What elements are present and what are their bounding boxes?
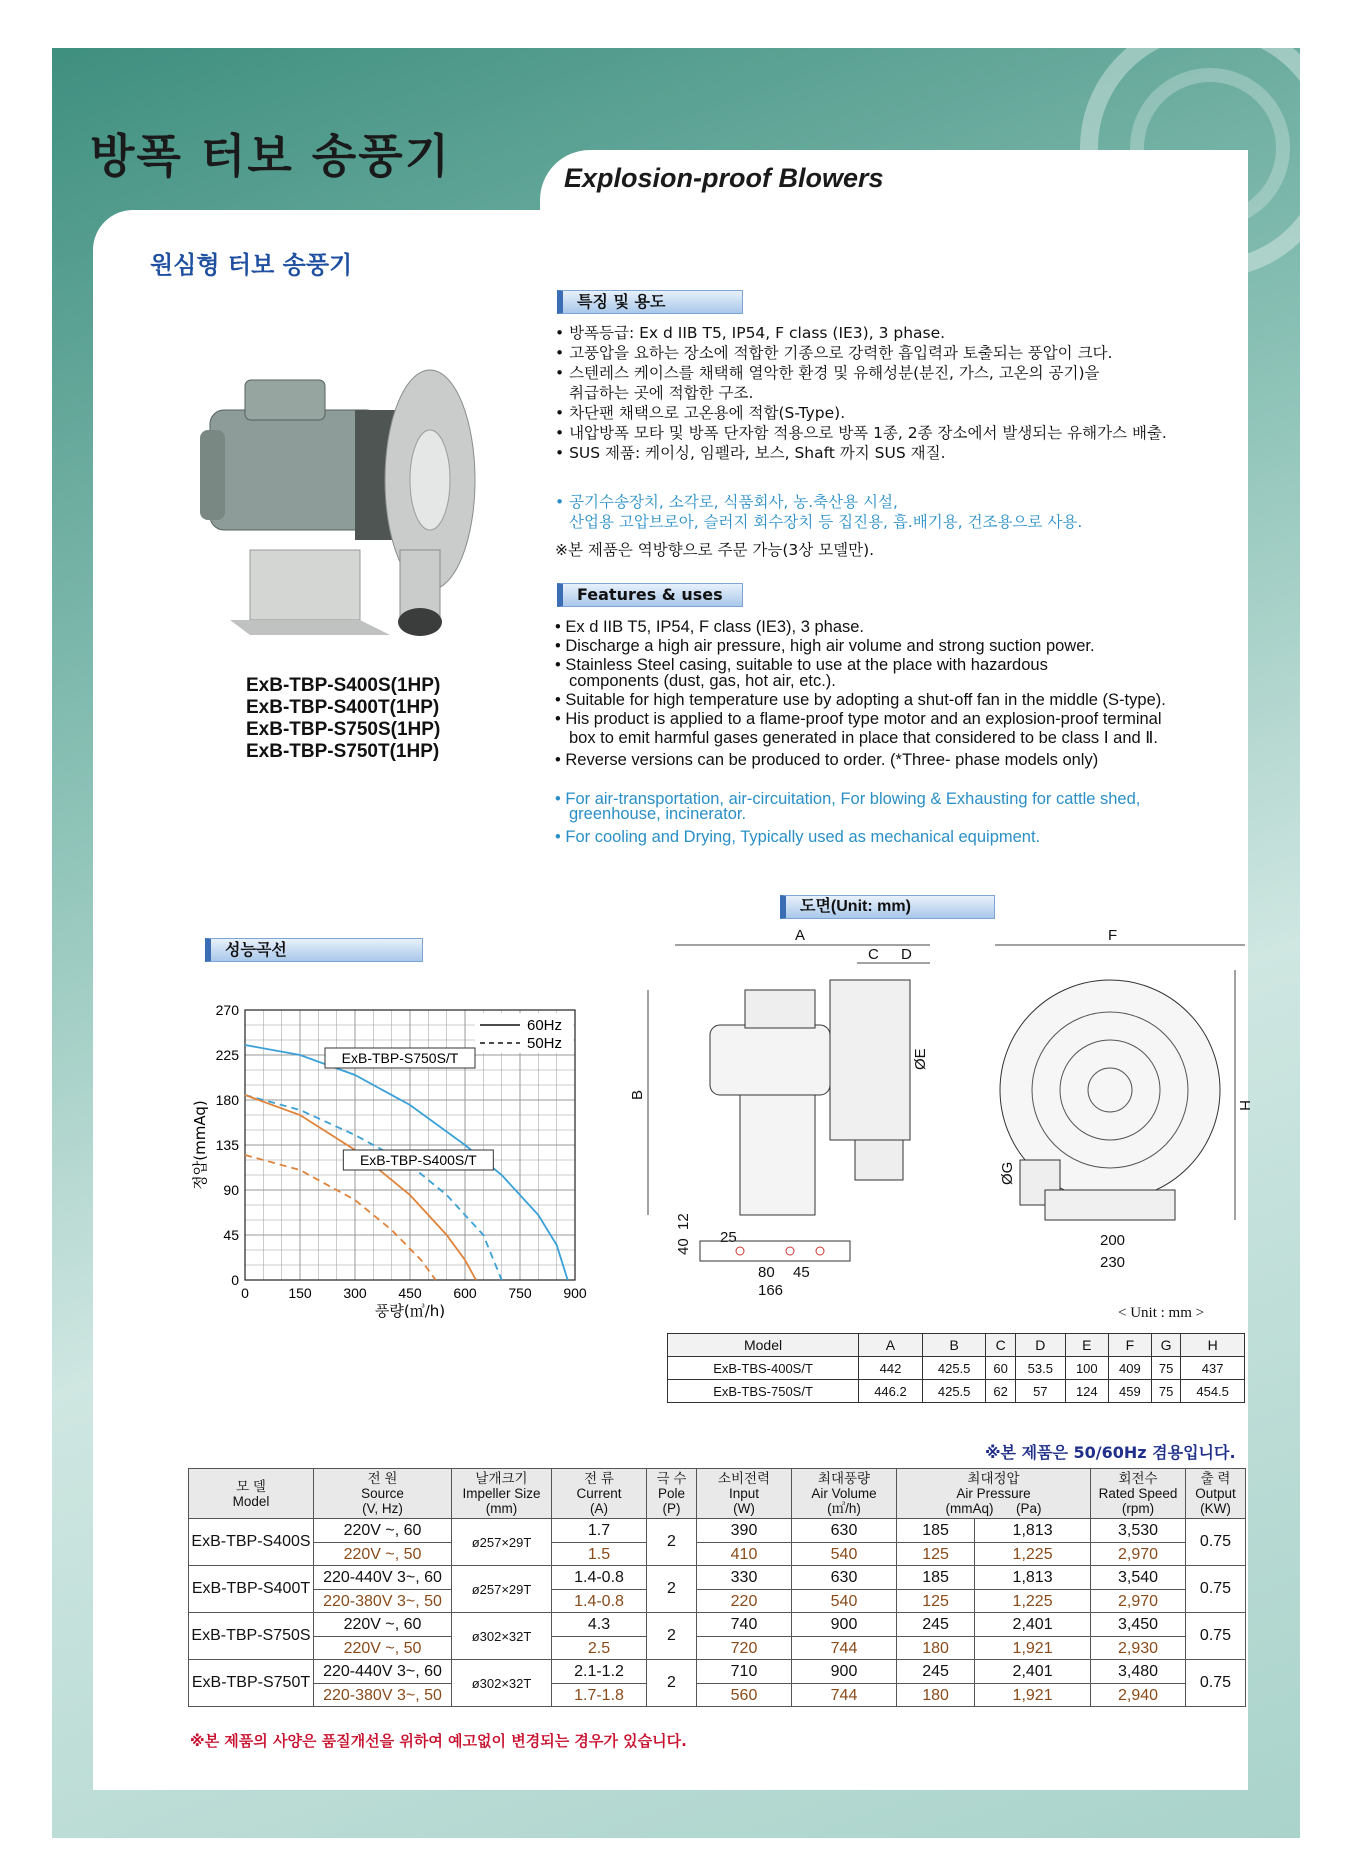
- cell-rpm: 3,540 2,970: [1091, 1566, 1186, 1613]
- y-tick-label: 0: [231, 1272, 239, 1288]
- table-row: [668, 1357, 1245, 1380]
- table-header: Model: [668, 1334, 859, 1357]
- cell-model: ExB-TBP-S400T: [189, 1566, 314, 1613]
- series-line: [245, 1095, 476, 1280]
- cell-pa: 2,401 1,921: [975, 1660, 1091, 1707]
- cell-output: 0.75: [1186, 1660, 1246, 1707]
- table-header: F: [1108, 1334, 1151, 1357]
- y-tick-label: 225: [215, 1047, 239, 1063]
- dim-label-d: D: [901, 946, 912, 963]
- table-cell: 442: [859, 1357, 923, 1380]
- cell-volume: 630 540: [792, 1519, 897, 1566]
- feature-line: • 고풍압을 요하는 장소에 적합한 기종으로 강력한 흡입력과 토출되는 풍압이 크다.: [555, 344, 1113, 362]
- table-cell: ExB-TBS-750S/T: [668, 1380, 859, 1403]
- model-list: [246, 675, 440, 763]
- cell-source: 220-440V 3~, 60 220-380V 3~, 50: [314, 1566, 452, 1613]
- model-name: ExB-TBP-S750S(1HP): [246, 719, 441, 740]
- y-axis-label: 정압(mmAq): [191, 1100, 209, 1190]
- cell-pa: 1,813 1,225: [975, 1566, 1091, 1613]
- cell-current: 4.3 2.5: [552, 1613, 647, 1660]
- cell-model: ExB-TBP-S750S: [189, 1613, 314, 1660]
- table-header: E: [1065, 1334, 1108, 1357]
- feature-line: • Stainless Steel casing, suitable to use at the place with hazardous: [555, 656, 1048, 674]
- table-cell: 409: [1108, 1357, 1151, 1380]
- feature-line: • Reverse versions can be produced to order. (*Three- phase models only): [555, 751, 1099, 769]
- cell-pole: 2: [647, 1660, 697, 1707]
- header-model: 모 델 Model: [189, 1469, 314, 1519]
- table-row: [189, 1519, 1246, 1566]
- cell-output: 0.75: [1186, 1519, 1246, 1566]
- uses-ko-list: [555, 492, 1082, 532]
- page-title-ko: 방폭 터보 송풍기: [90, 129, 452, 183]
- header-output: 출 력 Output (KW): [1186, 1469, 1246, 1519]
- dim-80: 80: [758, 1264, 775, 1281]
- x-tick-label: 600: [453, 1285, 477, 1301]
- legend-label: 60Hz: [527, 1017, 563, 1034]
- cell-pole: 2: [647, 1519, 697, 1566]
- model-name: ExB-TBP-S750T(1HP): [246, 741, 440, 762]
- feature-line: • Suitable for high temperature use by adopting a shut-off fan in the middle (S-type).: [555, 691, 1166, 709]
- cell-input: 390 410: [697, 1519, 792, 1566]
- product-photo: [190, 360, 500, 660]
- x-tick-label: 0: [241, 1285, 249, 1301]
- table-cell: 53.5: [1015, 1357, 1065, 1380]
- dim-230: 230: [1100, 1254, 1126, 1271]
- cell-model: ExB-TBP-S400S: [189, 1519, 314, 1566]
- cell-rpm: 3,480 2,940: [1091, 1660, 1186, 1707]
- unit-note: < Unit : mm >: [1118, 1305, 1205, 1321]
- x-tick-label: 450: [398, 1285, 422, 1301]
- dim-label-b: B: [629, 1089, 646, 1100]
- uses-en-list: [555, 790, 1140, 847]
- cell-rpm: 3,530 2,970: [1091, 1519, 1186, 1566]
- reverse-note-ko: ※본 제품은 역방향으로 주문 가능(3상 모델만).: [555, 541, 875, 559]
- dim-label-e: ØE: [912, 1048, 929, 1070]
- use-line: 산업용 고압브로아, 슬러지 회수장치 등 집진용, 흡.배기용, 건조용으로 사용.: [569, 513, 1083, 531]
- y-tick-label: 180: [215, 1092, 239, 1108]
- header-current: 전 류 Current (A): [552, 1469, 647, 1519]
- table-cell: 57: [1015, 1380, 1065, 1403]
- cell-source: 220V ~, 60 220V ~, 50: [314, 1613, 452, 1660]
- table-cell: 454.5: [1181, 1380, 1245, 1403]
- footer-note: ※본 제품의 사양은 품질개선을 위하여 예고없이 변경되는 경우가 있습니다.: [190, 1732, 687, 1750]
- cell-source: 220-440V 3~, 60 220-380V 3~, 50: [314, 1660, 452, 1707]
- features-en-list: [555, 618, 1166, 770]
- cell-output: 0.75: [1186, 1613, 1246, 1660]
- y-tick-label: 270: [215, 1002, 239, 1018]
- dim-label-g: ØG: [999, 1161, 1016, 1185]
- cell-current: 2.1-1.2 1.7-1.8: [552, 1660, 647, 1707]
- table-cell: 75: [1151, 1380, 1180, 1403]
- series-line: [245, 1155, 436, 1280]
- feature-line: • His product is applied to a flame-proof type motor and an explosion-proof terminal: [555, 710, 1162, 728]
- use-line: • 공기수송장치, 소각로, 식품회사, 농.축산용 시설,: [555, 493, 898, 511]
- feature-line: • Discharge a high air pressure, high air volume and strong suction power.: [555, 637, 1095, 655]
- dim-label-a: A: [795, 927, 806, 944]
- dim-200: 200: [1100, 1232, 1126, 1249]
- feature-line: 취급하는 곳에 적합한 구조.: [569, 384, 754, 402]
- page-title-en: Explosion-proof Blowers: [564, 163, 884, 193]
- cell-source: 220V ~, 60 220V ~, 50: [314, 1519, 452, 1566]
- header-volume: 최대풍량 Air Volume (㎥/h): [792, 1469, 897, 1519]
- y-tick-label: 45: [223, 1227, 239, 1243]
- cell-impeller: ø302×32T: [452, 1660, 552, 1707]
- cell-pole: 2: [647, 1613, 697, 1660]
- features-ko-tag: 특징 및 용도: [557, 290, 743, 314]
- table-header: B: [922, 1334, 986, 1357]
- table-cell: ExB-TBS-400S/T: [668, 1357, 859, 1380]
- cell-rpm: 3,450 2,930: [1091, 1613, 1186, 1660]
- x-tick-label: 150: [288, 1285, 312, 1301]
- dim-label-h: H: [1236, 1100, 1253, 1111]
- drawing-tag: 도면(Unit: mm): [780, 895, 995, 919]
- cell-volume: 900 744: [792, 1660, 897, 1707]
- dim-25: 25: [720, 1229, 737, 1246]
- use-line: • For air-transportation, air-circuitation, For blowing & Exhausting for cattle shed,: [555, 790, 1141, 808]
- table-header-row: [189, 1469, 1246, 1519]
- model-name: ExB-TBP-S400T(1HP): [246, 697, 440, 718]
- cell-impeller: ø302×32T: [452, 1613, 552, 1660]
- feature-line: • 방폭등급: Ex d IIB T5, IP54, F class (IE3), 3 phase.: [555, 324, 946, 342]
- use-line: • For cooling and Drying, Typically used as mechanical equipment.: [555, 828, 1041, 846]
- feature-line: • 스텐레스 케이스를 채택해 열악한 환경 및 유해성분(분진, 가스, 고온의 공기)을: [555, 364, 1100, 382]
- table-header-row: [668, 1334, 1245, 1357]
- header-source: 전 원 Source (V, Hz): [314, 1469, 452, 1519]
- dim-label-c: C: [868, 946, 879, 963]
- feature-line: • SUS 제품: 케이싱, 임펠라, 보스, Shaft 까지 SUS 재질.: [555, 444, 946, 462]
- spec-table: [188, 1468, 1246, 1707]
- y-tick-label: 135: [215, 1137, 239, 1153]
- y-tick-label: 90: [223, 1182, 239, 1198]
- x-tick-label: 900: [563, 1285, 587, 1301]
- table-header: A: [859, 1334, 923, 1357]
- cell-current: 1.7 1.5: [552, 1519, 647, 1566]
- table-cell: 425.5: [922, 1357, 986, 1380]
- dim-166: 166: [758, 1282, 784, 1299]
- annotation-label: ExB-TBP-S400S/T: [359, 1152, 477, 1168]
- table-header: D: [1015, 1334, 1065, 1357]
- dim-label-f: F: [1108, 927, 1118, 944]
- cell-mmaq: 185 125: [897, 1519, 975, 1566]
- performance-chart: [185, 985, 605, 1325]
- table-cell: 459: [1108, 1380, 1151, 1403]
- table-row: [668, 1380, 1245, 1403]
- cell-output: 0.75: [1186, 1566, 1246, 1613]
- header-pole: 극 수 Pole (P): [647, 1469, 697, 1519]
- table-cell: 75: [1151, 1357, 1180, 1380]
- dim-12: 12: [675, 1213, 692, 1230]
- legend-label: 50Hz: [527, 1035, 563, 1052]
- cell-impeller: ø257×29T: [452, 1566, 552, 1613]
- table-row: [189, 1660, 1246, 1707]
- feature-line: • 내압방폭 모타 및 방폭 단자함 적용으로 방폭 1종, 2종 장소에서 발생되는 유해가스 배출.: [555, 424, 1167, 442]
- cell-volume: 630 540: [792, 1566, 897, 1613]
- features-en-tag: Features & uses: [557, 583, 743, 607]
- frequency-note: ※본 제품은 50/60Hz 겸용입니다.: [985, 1443, 1236, 1462]
- header-speed: 회전수 Rated Speed (rpm): [1091, 1469, 1186, 1519]
- cell-pa: 1,813 1,225: [975, 1519, 1091, 1566]
- x-tick-label: 750: [508, 1285, 532, 1301]
- cell-volume: 900 744: [792, 1613, 897, 1660]
- subtitle-ko: 원심형 터보 송풍기: [150, 251, 353, 279]
- table-header: H: [1181, 1334, 1245, 1357]
- cell-input: 710 560: [697, 1660, 792, 1707]
- dim-45: 45: [793, 1264, 810, 1281]
- chart-tag: 성능곡선: [205, 938, 423, 962]
- table-cell: 62: [986, 1380, 1015, 1403]
- cell-mmaq: 245 180: [897, 1613, 975, 1660]
- dimension-table: [667, 1333, 1245, 1403]
- table-cell: 100: [1065, 1357, 1108, 1380]
- model-name: ExB-TBP-S400S(1HP): [246, 675, 441, 696]
- feature-line: • Ex d IIB T5, IP54, F class (IE3), 3 phase.: [555, 618, 865, 636]
- dimension-drawing: [629, 925, 1253, 1300]
- table-cell: 124: [1065, 1380, 1108, 1403]
- table-header: C: [986, 1334, 1015, 1357]
- feature-line: components (dust, gas, hot air, etc.).: [569, 672, 836, 690]
- x-axis-label: 풍량(㎥/h): [374, 1302, 446, 1320]
- annotation-label: ExB-TBP-S750S/T: [341, 1050, 459, 1066]
- table-cell: 425.5: [922, 1380, 986, 1403]
- table-cell: 446.2: [859, 1380, 923, 1403]
- features-ko-list: [555, 323, 1167, 463]
- cell-mmaq: 245 180: [897, 1660, 975, 1707]
- cell-input: 330 220: [697, 1566, 792, 1613]
- cell-pa: 2,401 1,921: [975, 1613, 1091, 1660]
- use-line: greenhouse, incinerator.: [569, 805, 747, 823]
- feature-line: box to emit harmful gases generated in place that considered to be class Ⅰ and Ⅱ.: [569, 729, 1158, 747]
- dim-40: 40: [675, 1238, 692, 1255]
- header-impeller: 날개크기 Impeller Size (mm): [452, 1469, 552, 1519]
- cell-mmaq: 185 125: [897, 1566, 975, 1613]
- header-input: 소비전력 Input (W): [697, 1469, 792, 1519]
- table-header: G: [1151, 1334, 1180, 1357]
- x-tick-label: 300: [343, 1285, 367, 1301]
- cell-model: ExB-TBP-S750T: [189, 1660, 314, 1707]
- table-cell: 60: [986, 1357, 1015, 1380]
- cell-impeller: ø257×29T: [452, 1519, 552, 1566]
- table-cell: 437: [1181, 1357, 1245, 1380]
- feature-line: • 차단팬 채택으로 고온용에 적합(S-Type).: [555, 404, 846, 422]
- header-pressure: 최대정압 Air Pressure (mmAq) (Pa): [897, 1469, 1091, 1519]
- table-row: [189, 1566, 1246, 1613]
- cell-current: 1.4-0.8 1.4-0.8: [552, 1566, 647, 1613]
- cell-pole: 2: [647, 1566, 697, 1613]
- cell-input: 740 720: [697, 1613, 792, 1660]
- table-row: [189, 1613, 1246, 1660]
